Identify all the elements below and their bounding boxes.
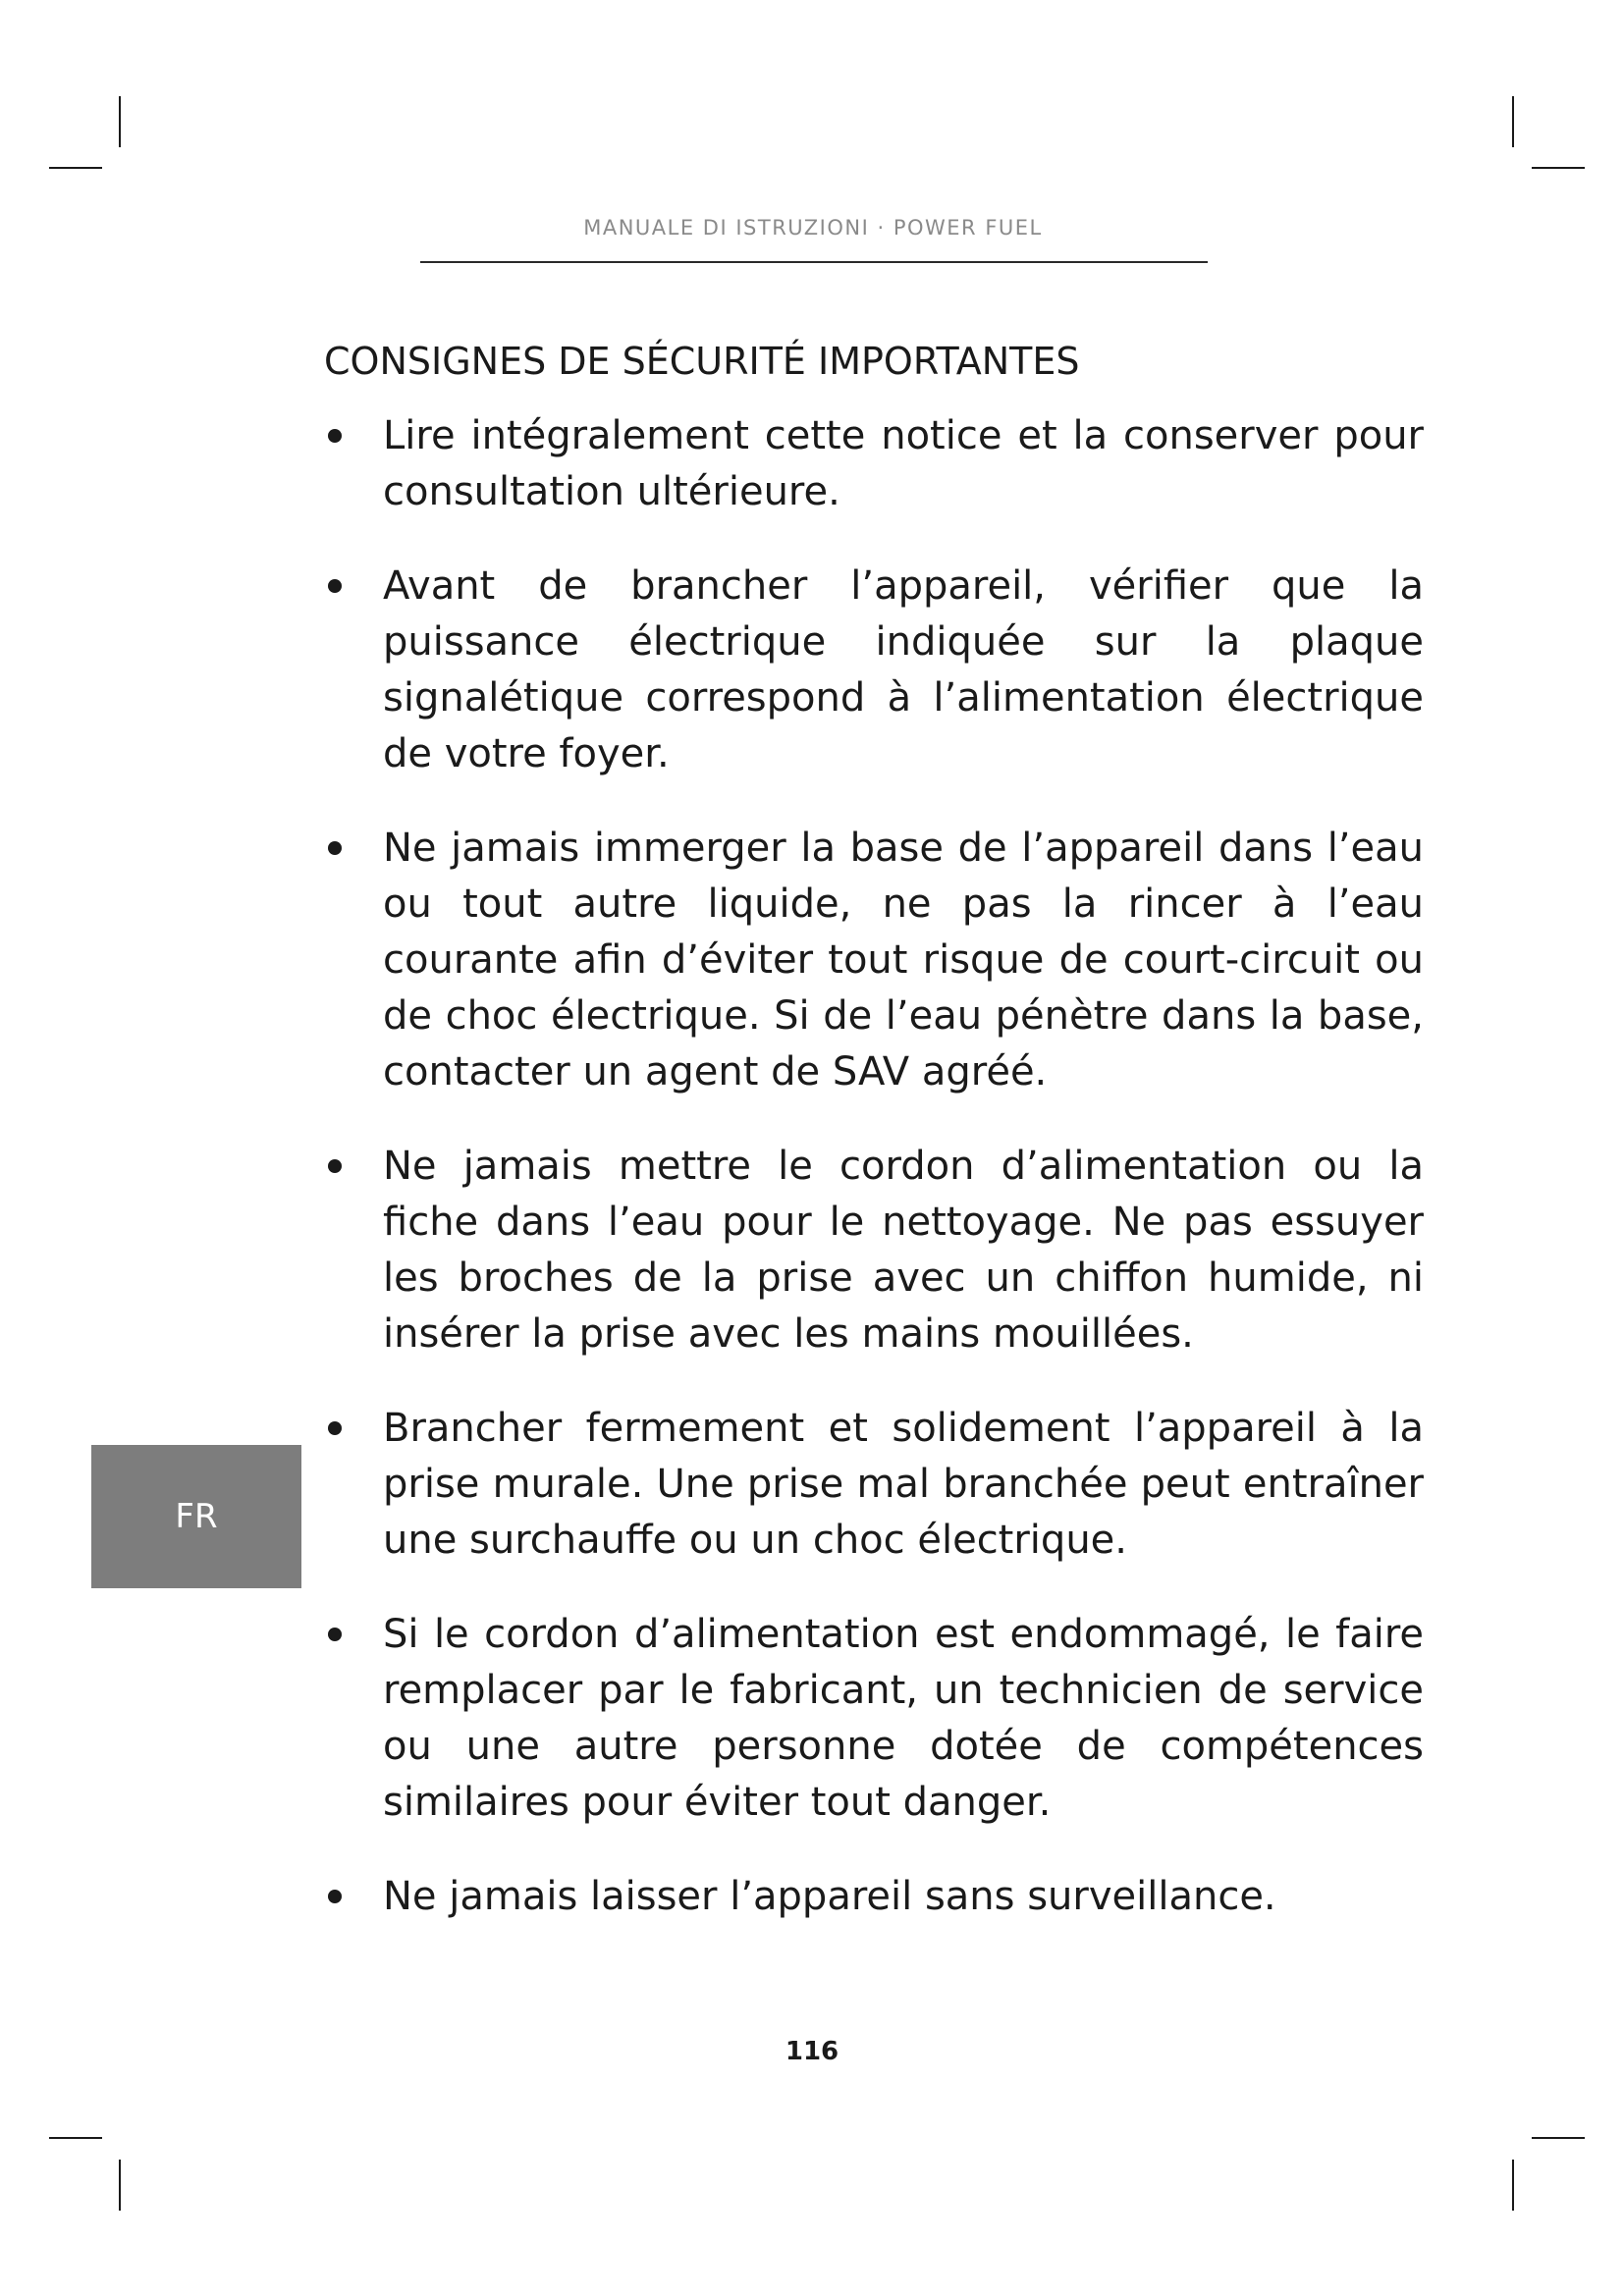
- crop-mark-bottom-right-horizontal: [1532, 2137, 1585, 2139]
- running-header: MANUALE DI ISTRUZIONI · POWER FUEL: [583, 216, 1043, 240]
- crop-mark-top-right-vertical: [1512, 96, 1514, 147]
- bullet-icon: [328, 841, 342, 855]
- list-item: [324, 1139, 1424, 1362]
- list-item-text: Brancher fermement et solidement l’appareil à la prise murale. Une prise mal branchée peut entraîner une surchauffe ou un choc électrique.: [383, 1406, 1424, 1563]
- language-tab-label: FR: [175, 1497, 218, 1536]
- list-item: [324, 408, 1424, 520]
- crop-mark-top-left-vertical: [119, 96, 121, 147]
- bullet-icon: [328, 1421, 342, 1435]
- list-item-text: Si le cordon d’alimentation est endommagé, le faire remplacer par le fabricant, un technicien de service ou une autre personne dotée de compétences similaires pour éviter tout danger.: [383, 1612, 1424, 1825]
- crop-mark-top-right-horizontal: [1532, 167, 1585, 169]
- crop-mark-bottom-left-vertical: [119, 2160, 121, 2211]
- bullet-icon: [328, 1628, 342, 1641]
- list-item: [324, 1869, 1424, 1925]
- list-item-text: Ne jamais immerger la base de l’appareil dans l’eau ou tout autre liquide, ne pas la rincer à l’eau courante afin d’éviter tout risque de court-circuit ou de choc électrique. Si de l’eau pénètre dans la base, contacter un agent de SAV agréé.: [383, 826, 1424, 1095]
- list-item-text: Lire intégralement cette notice et la conserver pour consultation ultérieure.: [383, 413, 1424, 514]
- list-item-text: Ne jamais mettre le cordon d’alimentation ou la fiche dans l’eau pour le nettoyage. Ne pas essuyer les broches de la prise avec un chiffon humide, ni insérer la prise avec les mains mouillées.: [383, 1144, 1424, 1357]
- header-rule: [420, 261, 1208, 263]
- bullet-icon: [328, 1159, 342, 1173]
- safety-instructions-list: [324, 408, 1424, 1963]
- section-title: CONSIGNES DE SÉCURITÉ IMPORTANTES: [324, 340, 1080, 383]
- page-number: 116: [785, 2037, 839, 2066]
- crop-mark-bottom-right-vertical: [1512, 2160, 1514, 2211]
- list-item: [324, 1401, 1424, 1569]
- list-item-text: Ne jamais laisser l’appareil sans surveillance.: [383, 1874, 1276, 1919]
- bullet-icon: [328, 1890, 342, 1903]
- bullet-icon: [328, 429, 342, 443]
- list-item: [324, 559, 1424, 782]
- crop-mark-top-left-horizontal: [49, 167, 102, 169]
- list-item: [324, 1607, 1424, 1831]
- bullet-icon: [328, 579, 342, 593]
- crop-mark-bottom-left-horizontal: [49, 2137, 102, 2139]
- language-tab: [91, 1445, 301, 1588]
- list-item: [324, 821, 1424, 1100]
- list-item-text: Avant de brancher l’appareil, vérifier que la puissance électrique indiquée sur la plaque signalétique correspond à l’alimentation électrique de votre foyer.: [383, 563, 1424, 776]
